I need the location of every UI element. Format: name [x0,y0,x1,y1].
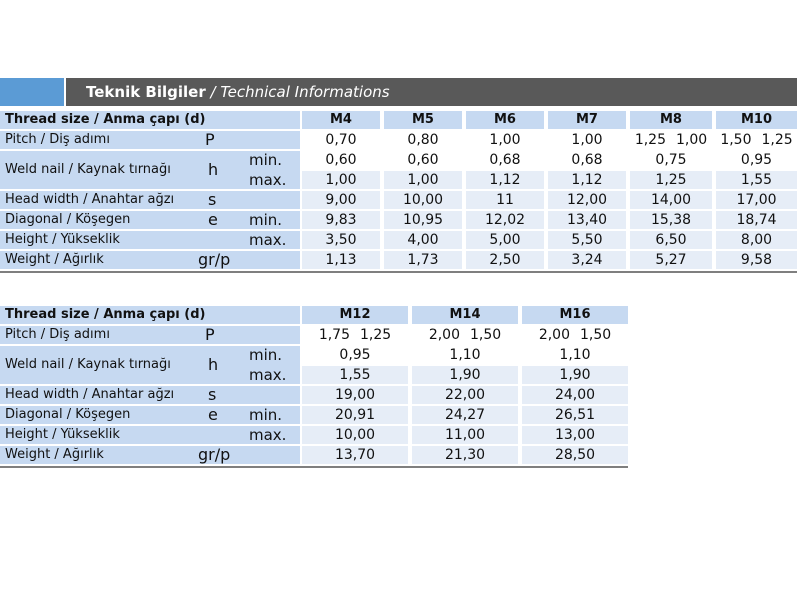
row-label-thread: Thread size / Anma çapı (d) [0,111,300,129]
pitch-cell [630,131,712,149]
row-label-pitch: Pitch / Diş adımı [0,131,300,149]
value-cell: 17,00 [716,191,797,209]
technical-table-1 [0,110,797,270]
limit-max: max. [249,171,287,189]
table-row [0,110,797,130]
pitch-value: 1,00 [676,132,708,148]
value-cell: 0,68 [571,152,603,168]
value-cell: 10,00 [302,426,408,444]
value-cell: 9,00 [302,191,380,209]
pitch-cell [466,131,544,149]
value-cell: 1,10 [449,347,481,363]
table-row [0,130,797,150]
value-cell: 0,95 [339,347,371,363]
value-cell: 2,50 [466,251,544,269]
table-row [0,425,628,445]
size-header-M10: M10 [716,111,797,129]
value-cell: 0,68 [489,152,521,168]
value-cell: 1,10 [559,347,591,363]
value-cell: 24,00 [522,386,628,404]
row-label-diag: Diagonal / Köşegen [0,211,300,229]
value-cell: 1,12 [466,171,544,189]
row-label-weld-nail: Weld nail / Kaynak tırnağı [0,346,300,384]
value-cell: 19,00 [302,386,408,404]
pitch-value: 1,25 [761,132,793,148]
pitch-value: 1,75 [318,327,350,343]
value-cell: 21,30 [412,446,518,464]
size-header-M12: M12 [302,306,408,324]
value-cell: 3,24 [548,251,626,269]
pitch-cell [522,326,628,344]
size-header-M14: M14 [412,306,518,324]
size-header-M8: M8 [630,111,712,129]
value-cell: 12,02 [466,211,544,229]
row-label-height: Height / Yükseklik [0,231,300,249]
table-row [0,405,628,425]
value-cell: 1,90 [522,366,628,384]
value-cell: 8,00 [716,231,797,249]
pitch-value: 1,50 [580,327,612,343]
size-header-M5: M5 [384,111,462,129]
size-header-M7: M7 [548,111,626,129]
symbol-P: P [205,325,215,344]
limit-max: max. [249,426,287,444]
value-cell: 1,55 [302,366,408,384]
pitch-value: 1,25 [360,327,392,343]
pitch-value: 2,00 [538,327,570,343]
symbol-e: e [208,210,218,229]
pitch-cell [384,131,462,149]
row-label-weight: Weight / Ağırlık [0,446,300,464]
value-cell: 0,60 [407,152,439,168]
value-cell: 0,95 [740,152,773,168]
pitch-value: 1,50 [720,132,752,148]
value-cell: 11 [466,191,544,209]
value-cell: 22,00 [412,386,518,404]
pitch-value: 1,00 [571,132,603,148]
value-cell: 28,50 [522,446,628,464]
size-header-M4: M4 [302,111,380,129]
pitch-value: 0,80 [407,132,439,148]
value-cell: 1,73 [384,251,462,269]
table-row [0,190,797,210]
row-label-head: Head width / Anahtar ağzı [0,191,300,209]
pitch-value: 1,00 [489,132,521,148]
value-cell: 10,95 [384,211,462,229]
value-cell: 26,51 [522,406,628,424]
table-row [0,150,797,179]
row-label-head: Head width / Anahtar ağzı [0,386,300,404]
table-bottom-rule [0,271,797,273]
value-cell: 5,50 [548,231,626,249]
value-cell: 1,13 [302,251,380,269]
row-label-pitch: Pitch / Diş adımı [0,326,300,344]
table-row [0,325,628,345]
pitch-cell [302,326,408,344]
value-cell: 13,70 [302,446,408,464]
row-label-thread: Thread size / Anma çapı (d) [0,306,300,324]
value-cell: 1,55 [716,171,797,189]
table-row [0,250,797,270]
value-cell: 5,00 [466,231,544,249]
table-row [0,210,797,230]
technical-table-2 [0,305,628,465]
value-cell: 9,83 [302,211,380,229]
value-cell: 13,40 [548,211,626,229]
value-cell: 0,60 [325,152,357,168]
symbol-grp: gr/p [198,250,231,269]
value-cell: 1,25 [630,171,712,189]
limit-max: max. [249,231,287,249]
value-cell: 9,58 [716,251,797,269]
limit-max: max. [249,366,287,384]
row-label-weld-nail: Weld nail / Kaynak tırnağı [0,151,300,189]
symbol-h: h [208,355,219,374]
table-row [0,230,797,250]
size-header-M16: M16 [522,306,628,324]
value-cell: 13,00 [522,426,628,444]
value-cell: 1,00 [302,171,380,189]
value-cell: 6,50 [630,231,712,249]
pitch-value: 2,00 [428,327,460,343]
symbol-h: h [208,160,219,179]
row-label-diag: Diagonal / Köşegen [0,406,300,424]
title-sub: / Technical Informations [210,83,390,101]
table-row [0,170,797,190]
value-cell: 1,12 [548,171,626,189]
symbol-P: P [205,130,215,149]
value-cell: 0,75 [655,152,687,168]
pitch-value: 1,25 [634,132,666,148]
header-accent [0,78,66,106]
value-cell: 5,27 [630,251,712,269]
section-title [66,78,390,106]
limit-min: min. [249,211,283,229]
table-bottom-rule [0,466,628,468]
section-header [0,78,797,106]
pitch-cell [548,131,626,149]
value-cell: 18,74 [716,211,797,229]
value-cell: 11,00 [412,426,518,444]
pitch-value: 1,50 [470,327,502,343]
table-row [0,345,628,374]
symbol-e: e [208,405,218,424]
pitch-cell [302,131,380,149]
pitch-cell [412,326,518,344]
value-cell: 12,00 [548,191,626,209]
row-label-height: Height / Yükseklik [0,426,300,444]
value-cell: 15,38 [630,211,712,229]
symbol-grp: gr/p [198,445,231,464]
value-cell: 10,00 [384,191,462,209]
value-cell: 1,90 [412,366,518,384]
size-header-M6: M6 [466,111,544,129]
limit-min: min. [249,346,283,364]
pitch-value: 0,70 [325,132,357,148]
value-cell: 20,91 [302,406,408,424]
value-cell: 3,50 [302,231,380,249]
value-cell: 14,00 [630,191,712,209]
limit-min: min. [249,406,283,424]
value-cell: 4,00 [384,231,462,249]
symbol-s: s [208,190,217,209]
value-cell: 1,00 [384,171,462,189]
pitch-cell [716,131,797,149]
table-row [0,445,628,465]
row-label-weight: Weight / Ağırlık [0,251,300,269]
symbol-s: s [208,385,217,404]
title-main: Teknik Bilgiler [86,83,206,101]
value-cell: 24,27 [412,406,518,424]
table-row [0,365,628,385]
table-row [0,385,628,405]
limit-min: min. [249,151,283,169]
table-row [0,305,628,325]
